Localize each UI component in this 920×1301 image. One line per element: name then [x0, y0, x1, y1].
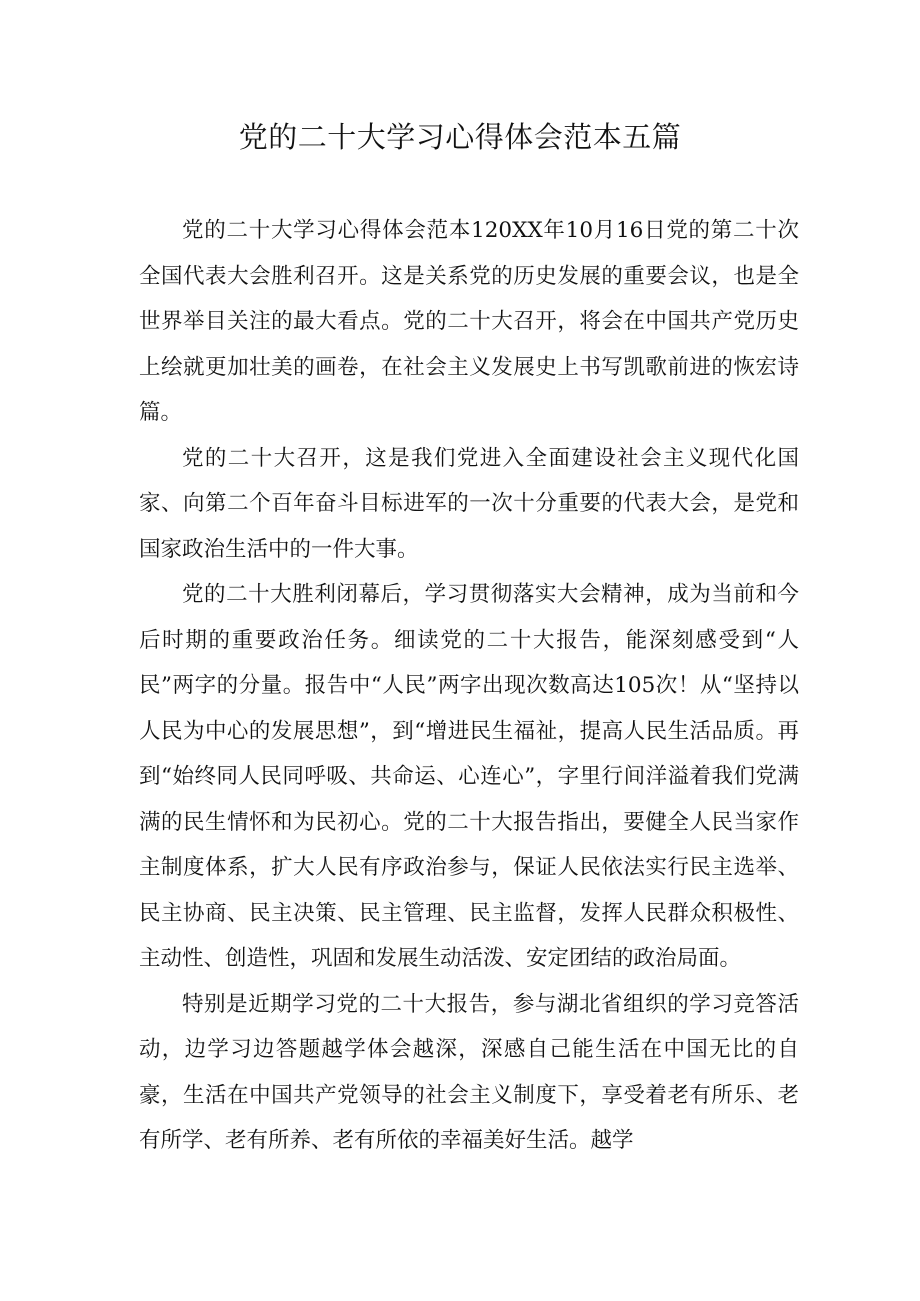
paragraph-2: 党的二十大召开，这是我们党进入全面建设社会主义现代化国家、向第二个百年奋斗目标进军的一次十分重要的代表大会，是党和国家政治生活中的一件大事。 [139, 445, 799, 562]
document-body [139, 208, 799, 1164]
paragraph-1: 党的二十大学习心得体会范本120XX年10月16日党的第二十次全国代表大会胜利召开。这是关系党的历史发展的重要会议，也是全世界举目关注的最大看点。党的二十大召开，将会在中国共产党历史上绘就更加壮美的画卷，在社会主义发展史上书写凯歌前进的恢宏诗篇。 [139, 218, 799, 425]
paragraph-3: 党的二十大胜利闭幕后，学习贯彻落实大会精神，成为当前和今后时期的重要政治任务。细读党的二十大报告，能深刻感受到“人民”两字的分量。报告中“人民”两字出现次数高达105次！从“坚持以人民为中心的发展思想”，到“增进民生福祉，提高人民生活品质。再到“始终同人民同呼吸、共命运、心连心”，字里行间洋溢着我们党满满的民生情怀和为民初心。党的二十大报告指出，要健全人民当家作主制度体系，扩大人民有序政治参与，保证人民依法实行民主选举、民主协商、民主决策、民主管理、民主监督，发挥人民群众积极性、主动性、创造性，巩固和发展生动活泼、安定团结的政治局面。 [139, 582, 799, 971]
paragraph-4: 特别是近期学习党的二十大报告，参与湖北省组织的学习竞答活动，边学习边答题越学体会越深，深感自己能生活在中国无比的自豪，生活在中国共产党领导的社会主义制度下，享受着老有所乐、老有所学、老有所养、老有所依的幸福美好生活。越学 [139, 991, 799, 1153]
document-title: 党的二十大学习心得体会范本五篇 [238, 120, 682, 154]
